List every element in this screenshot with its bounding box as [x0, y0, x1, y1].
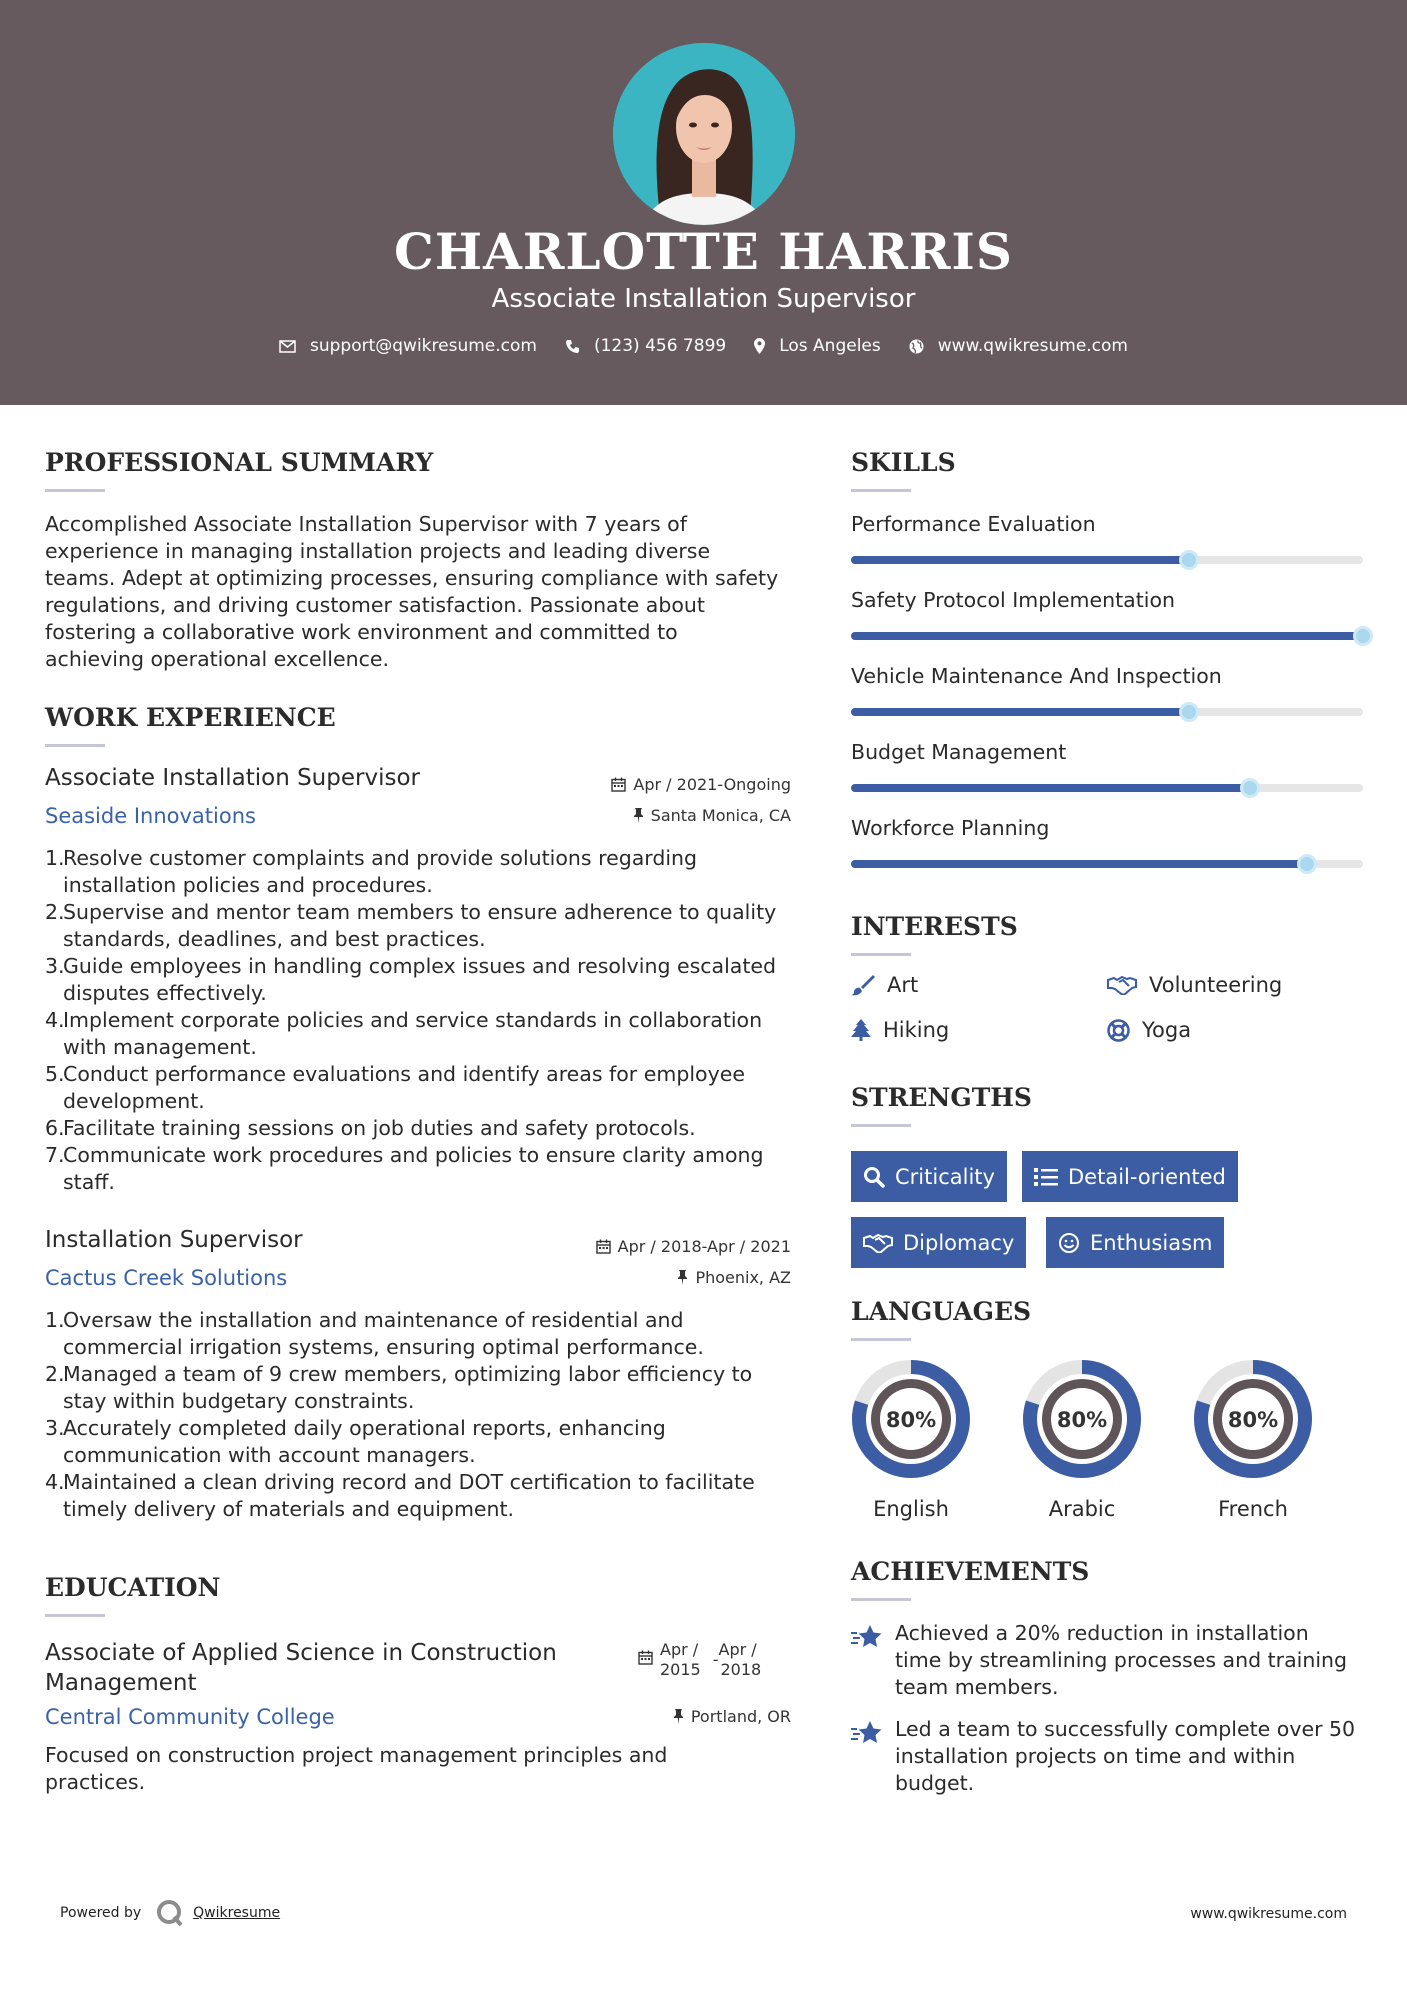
- list-number: 4.: [45, 1008, 65, 1032]
- skill-bar: [851, 708, 1363, 716]
- skill-label: Safety Protocol Implementation: [851, 588, 1175, 612]
- strength-tag-diplomacy: [851, 1217, 1026, 1268]
- experience-rule: [45, 744, 105, 747]
- list-line: Conduct performance evaluations and identify areas for employee: [63, 1062, 745, 1086]
- achievements-heading: ACHIEVEMENTS: [851, 1557, 1090, 1586]
- job-dates: [596, 1237, 791, 1256]
- location-text: Los Angeles: [779, 336, 881, 356]
- resume-header: [0, 0, 1407, 405]
- summary-rule: [45, 489, 105, 492]
- portrait-image: [613, 43, 795, 225]
- contact-email[interactable]: [279, 336, 537, 356]
- search-icon: [863, 1166, 885, 1188]
- list-item: [45, 1142, 805, 1196]
- strength-label: Diplomacy: [903, 1230, 1015, 1255]
- list-line: Oversaw the installation and maintenance of residential and: [63, 1308, 684, 1332]
- list-number: 2.: [45, 1362, 65, 1386]
- list-number: 3.: [45, 1416, 65, 1440]
- achievement-text: [895, 1620, 1347, 1701]
- language-label: Arabic: [1048, 1497, 1116, 1521]
- interests-heading: INTERESTS: [851, 912, 1018, 941]
- job-dates-text: Apr / 2021-Ongoing: [633, 775, 791, 794]
- list-line: Communicate work procedures and policies to ensure clarity among: [63, 1143, 764, 1167]
- language-percent: 80%: [1056, 1408, 1108, 1432]
- education-description: [45, 1742, 805, 1796]
- language-item: [1191, 1357, 1315, 1521]
- qwikresume-logo-icon: [155, 1898, 185, 1928]
- skill-bar-fill: [851, 556, 1189, 564]
- handshake-icon: [863, 1233, 893, 1253]
- strength-label: Criticality: [895, 1164, 995, 1189]
- list-number: 6.: [45, 1116, 65, 1140]
- handshake-icon: [1107, 975, 1137, 995]
- company-name[interactable]: Seaside Innovations: [45, 804, 256, 828]
- list-line: Resolve customer complaints and provide solutions regarding: [63, 846, 698, 870]
- languages-heading: LANGUAGES: [851, 1297, 1032, 1326]
- list-item: [45, 1469, 805, 1523]
- calendar-icon: [596, 1239, 611, 1254]
- contact-location: [754, 336, 881, 356]
- envelope-icon: [279, 340, 296, 353]
- list-line: Implement corporate policies and service standards in collaboration: [63, 1008, 763, 1032]
- list-line: with management.: [63, 1035, 257, 1059]
- interest-label: Art: [887, 973, 919, 997]
- list-line: Managed a team of 9 crew members, optimizing labor efficiency to: [63, 1362, 753, 1386]
- achievement-item: [851, 1620, 1371, 1701]
- list-item: [45, 845, 805, 899]
- achievement-line: Achieved a 20% reduction in installation: [895, 1621, 1309, 1645]
- language-donut: [849, 1357, 973, 1481]
- start-year: 2015: [660, 1660, 701, 1679]
- skill-label: Workforce Planning: [851, 816, 1050, 840]
- map-marker-icon: [754, 338, 765, 354]
- interest-label: Yoga: [1142, 1018, 1192, 1042]
- list-number: 1.: [45, 846, 65, 870]
- job-location: [633, 806, 791, 825]
- job-dates: [611, 775, 791, 794]
- list-line: Maintained a clean driving record and DOT certification to facilitate: [63, 1470, 755, 1494]
- summary-line: achieving operational excellence.: [45, 647, 389, 671]
- interests-rule: [851, 953, 911, 956]
- start-month: Apr /: [660, 1640, 699, 1659]
- list-item: [45, 1007, 805, 1061]
- summary-heading: PROFESSIONAL SUMMARY: [45, 448, 434, 477]
- strength-label: Detail-oriented: [1068, 1164, 1226, 1189]
- education-heading: EDUCATION: [45, 1573, 221, 1602]
- skill-bar: [851, 556, 1363, 564]
- job-location-text: Santa Monica, CA: [650, 806, 791, 825]
- skill-bar-fill: [851, 708, 1189, 716]
- list-line: Supervise and mentor team members to ensure adherence to quality: [63, 900, 777, 924]
- list-item: [45, 899, 805, 953]
- list-item: [45, 1061, 805, 1115]
- achievements-rule: [851, 1598, 911, 1601]
- skill-bar-fill: [851, 784, 1250, 792]
- summary-line: regulations, and driving customer satisfaction. Passionate about: [45, 593, 705, 617]
- list-line: standards, deadlines, and best practices.: [63, 927, 486, 951]
- degree-line: Management: [45, 1670, 197, 1696]
- job-title: Associate Installation Supervisor: [45, 765, 420, 791]
- language-label: English: [873, 1497, 949, 1521]
- star-icon: [851, 1624, 883, 1650]
- list-line: Guide employees in handling complex issues and resolving escalated: [63, 954, 777, 978]
- interest-volunteering: [1107, 973, 1282, 997]
- email-text: support@qwikresume.com: [310, 336, 537, 356]
- list-line: Accurately completed daily operational reports, enhancing: [63, 1416, 666, 1440]
- strength-tag-detail-oriented: [1022, 1151, 1238, 1202]
- candidate-role: Associate Installation Supervisor: [491, 284, 916, 314]
- skill-label: Vehicle Maintenance And Inspection: [851, 664, 1222, 688]
- list-item: [45, 953, 805, 1007]
- candidate-name: CHARLOTTE HARRIS: [394, 222, 1013, 281]
- language-donut: [1020, 1357, 1144, 1481]
- contact-bar: [0, 336, 1407, 356]
- achievement-line: team members.: [895, 1675, 1059, 1699]
- star-icon: [851, 1720, 883, 1746]
- list-item: [45, 1361, 805, 1415]
- profile-photo: [613, 43, 795, 225]
- job-duties: [45, 1307, 805, 1523]
- list-line: Facilitate training sessions on job duties and safety protocols.: [63, 1116, 696, 1140]
- lifering-icon: [1107, 1019, 1130, 1042]
- date-separator: -: [712, 1650, 719, 1669]
- job-location: [677, 1268, 791, 1287]
- strengths-heading: STRENGTHS: [851, 1083, 1032, 1112]
- description-line: practices.: [45, 1770, 146, 1794]
- interest-yoga: [1107, 1018, 1191, 1042]
- list-icon: [1034, 1167, 1058, 1187]
- list-number: 3.: [45, 954, 65, 978]
- list-number: 4.: [45, 1470, 65, 1494]
- interest-label: Volunteering: [1149, 973, 1283, 997]
- achievement-line: Led a team to successfully complete over 50: [895, 1717, 1356, 1741]
- skill-bar-knob: [1179, 550, 1199, 570]
- job-duties: [45, 845, 805, 1196]
- education-dates: [638, 1640, 761, 1680]
- list-line: commercial irrigation systems, ensuring optimal performance.: [63, 1335, 704, 1359]
- summary-line: teams. Adept at optimizing processes, ensuring compliance with safety: [45, 566, 779, 590]
- education-rule: [45, 1614, 105, 1617]
- skill-bar-knob: [1179, 702, 1199, 722]
- list-line: communication with account managers.: [63, 1443, 476, 1467]
- website-text: www.qwikresume.com: [937, 336, 1128, 356]
- pushpin-icon: [673, 1709, 684, 1724]
- skill-bar-fill: [851, 860, 1307, 868]
- brand-link[interactable]: Qwikresume: [193, 1905, 281, 1921]
- interest-label: Hiking: [883, 1018, 950, 1042]
- tree-icon: [851, 1019, 871, 1041]
- language-label: French: [1218, 1497, 1288, 1521]
- list-number: 2.: [45, 900, 65, 924]
- contact-phone[interactable]: [565, 336, 726, 356]
- list-line: installation policies and procedures.: [63, 873, 433, 897]
- job-dates-text: Apr / 2018-Apr / 2021: [617, 1237, 791, 1256]
- interest-art: [851, 973, 918, 997]
- contact-website[interactable]: [909, 336, 1128, 356]
- achievement-line: budget.: [895, 1771, 975, 1795]
- footer-powered-by: [60, 1898, 280, 1928]
- strength-label: Enthusiasm: [1090, 1230, 1213, 1255]
- calendar-icon: [638, 1650, 653, 1665]
- skills-rule: [851, 489, 911, 492]
- start-date: [660, 1640, 701, 1680]
- skill-bar-knob: [1297, 854, 1317, 874]
- education-location-text: Portland, OR: [690, 1707, 791, 1726]
- summary-line: experience in managing installation projects and leading diverse: [45, 539, 711, 563]
- interest-hiking: [851, 1018, 949, 1042]
- strengths-rule: [851, 1124, 911, 1127]
- phone-icon: [565, 339, 580, 354]
- globe-icon: [909, 339, 924, 354]
- phone-text: (123) 456 7899: [593, 336, 727, 356]
- summary-line: fostering a collaborative work environment and committed to: [45, 620, 678, 644]
- achievement-item: [851, 1716, 1371, 1797]
- skill-bar: [851, 632, 1363, 640]
- job-location-text: Phoenix, AZ: [695, 1268, 791, 1287]
- end-date: [719, 1640, 762, 1680]
- list-number: 1.: [45, 1308, 65, 1332]
- summary-text: [45, 511, 805, 673]
- summary-line: Accomplished Associate Installation Supervisor with 7 years of: [45, 512, 687, 536]
- end-month: Apr /: [718, 1640, 757, 1659]
- skill-bar-knob: [1240, 778, 1260, 798]
- language-donut: [1191, 1357, 1315, 1481]
- skill-label: Budget Management: [851, 740, 1067, 764]
- list-line: development.: [63, 1089, 205, 1113]
- achievement-text: [895, 1716, 1355, 1797]
- education-location: [673, 1707, 791, 1726]
- skill-bar-knob: [1353, 626, 1373, 646]
- list-line: disputes effectively.: [63, 981, 267, 1005]
- smile-icon: [1058, 1232, 1080, 1254]
- school-name[interactable]: Central Community College: [45, 1705, 335, 1729]
- list-line: staff.: [63, 1170, 115, 1194]
- skill-bar: [851, 860, 1363, 868]
- strength-tag-criticality: [851, 1151, 1007, 1202]
- list-item: [45, 1307, 805, 1361]
- list-line: stay within budgetary constraints.: [63, 1389, 415, 1413]
- language-item: [1020, 1357, 1144, 1521]
- skill-label: Performance Evaluation: [851, 512, 1096, 536]
- calendar-icon: [611, 777, 626, 792]
- languages-rule: [851, 1338, 911, 1341]
- language-percent: 80%: [885, 1408, 937, 1432]
- degree-title: [45, 1638, 625, 1698]
- degree-line: Associate of Applied Science in Construction: [45, 1640, 557, 1666]
- language-percent: 80%: [1227, 1408, 1279, 1432]
- end-year: 2018: [720, 1660, 762, 1679]
- list-item: [45, 1415, 805, 1469]
- list-number: 7.: [45, 1143, 65, 1167]
- achievement-line: installation projects on time and within: [895, 1744, 1296, 1768]
- skill-bar-fill: [851, 632, 1363, 640]
- list-number: 5.: [45, 1062, 65, 1086]
- list-item: [45, 1115, 805, 1142]
- job-title: Installation Supervisor: [45, 1227, 303, 1253]
- company-name[interactable]: Cactus Creek Solutions: [45, 1266, 288, 1290]
- pushpin-icon: [677, 1270, 688, 1285]
- skills-heading: SKILLS: [851, 448, 956, 477]
- experience-heading: WORK EXPERIENCE: [45, 703, 336, 732]
- language-item: [849, 1357, 973, 1521]
- strength-tag-enthusiasm: [1046, 1217, 1224, 1268]
- paintbrush-icon: [851, 974, 875, 996]
- pushpin-icon: [633, 808, 644, 823]
- list-line: timely delivery of materials and equipment.: [63, 1497, 515, 1521]
- description-line: Focused on construction project management principles and: [45, 1743, 668, 1767]
- skill-bar: [851, 784, 1363, 792]
- achievement-line: time by streamlining processes and training: [895, 1648, 1348, 1672]
- powered-by-text: Powered by: [60, 1905, 142, 1921]
- footer-website[interactable]: www.qwikresume.com: [1190, 1906, 1347, 1922]
